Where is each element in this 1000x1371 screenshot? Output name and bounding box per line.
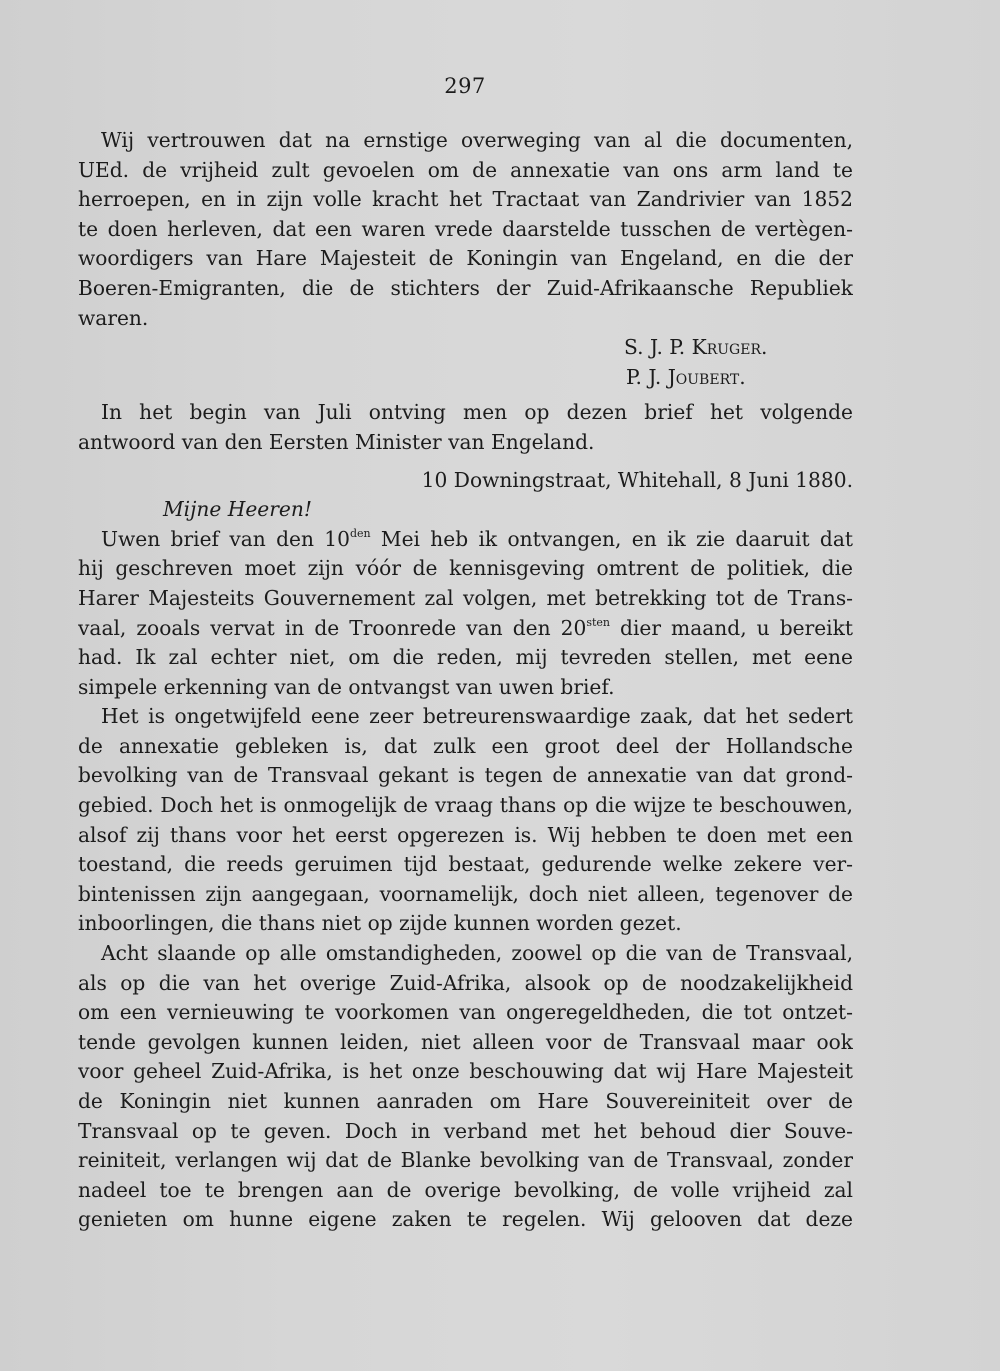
letter-paragraph <box>78 939 853 1235</box>
text-line <box>78 525 853 555</box>
text-line: als op die van het overige Zuid-Afrika, alsook op de noodzakelijkheid <box>78 970 853 995</box>
signature-surname: Joubert. <box>667 364 746 389</box>
text-line: de Koningin niet kunnen aanraden om Hare Souvereiniteit over de <box>78 1089 853 1113</box>
text-segment: dier maand, u bereikt <box>609 615 853 640</box>
text-line: bintenissen zijn aangegaan, voornamelijk, doch niet alleen, tegenover de <box>78 881 853 906</box>
text-line: In het begin van Juli ontving men op dezen brief het volgende <box>101 400 853 425</box>
text-segment: Uwen brief van den 10 <box>101 526 350 551</box>
text-line: inboorlingen, die thans niet op zijde kunnen worden gezet. <box>78 911 682 936</box>
signature-joubert <box>78 363 853 393</box>
text-line: simpele erkenning van de ontvangst van uwen brief. <box>78 674 615 699</box>
text-line: alsof zij thans voor het eerst opgerezen is. Wij hebben te doen met een <box>78 822 853 847</box>
superscript: den <box>349 526 371 540</box>
text-line: Transvaal op te geven. Doch in verband met het behoud dier Souve- <box>78 1118 853 1143</box>
text-line: te doen herleven, dat een waren vrede daarstelde tusschen de vertègen- <box>78 216 853 241</box>
letter-dateline: 10 Downingstraat, Whitehall, 8 Juni 1880. <box>421 467 853 492</box>
text-line: herroepen, en in zijn volle kracht het Tractaat van Zandrivier van 1852 <box>78 187 853 212</box>
text-line: nadeel toe te brengen aan de overige bevolking, de volle vrijheid zal <box>78 1177 853 1202</box>
letter <box>78 466 853 1235</box>
text-line <box>78 614 853 644</box>
text-line: woordigers van Hare Majesteit de Koningin van Engeland, en die der <box>78 246 853 271</box>
text-line: UEd. de vrijheid zult gevoelen om de annexatie van ons arm land te <box>78 157 853 182</box>
text-line: Boeren-Emigranten, die de stichters der Zuid-Afrikaansche Republiek <box>78 275 853 300</box>
letter-salutation: Mijne Heeren! <box>163 497 312 522</box>
signature-initials: P. J. <box>626 364 662 389</box>
text-line: hij geschreven moet zijn vóór de kennisgeving omtrent de politiek, die <box>78 556 853 581</box>
text-line: gebied. Doch het is onmogelijk de vraag thans op die wijze te beschouwen, <box>78 793 853 818</box>
letter-paragraph <box>78 525 853 703</box>
text-line: Harer Majesteits Gouvernement zal volgen, met betrekking tot de Trans- <box>78 585 853 610</box>
text-segment: Mei heb ik ontvangen, en ik zie daaruit dat <box>370 526 853 551</box>
paragraph-appeal <box>78 126 853 333</box>
letter-paragraph <box>78 702 853 939</box>
text-line: tende gevolgen kunnen leiden, niet alleen voor de Transvaal maar ook <box>78 1029 853 1054</box>
text-line: toestand, die reeds geruimen tijd bestaat, gedurende welke zekere ver- <box>78 852 853 877</box>
text-line: genieten om hunne eigene zaken te regelen. Wij gelooven dat deze <box>78 1207 853 1232</box>
text-line: voor geheel Zuid-Afrika, is het onze beschouwing dat wij Hare Majesteit <box>78 1059 853 1084</box>
signature-surname: Kruger. <box>691 335 768 360</box>
text-line: de annexatie gebleken is, dat zulk een groot deel der Hollandsche <box>78 733 853 758</box>
text-line: om een vernieuwing te voorkomen van ongeregeldheden, die tot ontzet- <box>78 1000 853 1025</box>
text-line: antwoord van den Eersten Minister van Engeland. <box>78 429 595 454</box>
text-line: waren. <box>78 305 149 330</box>
page-number: 297 <box>444 74 486 98</box>
text-line: had. Ik zal echter niet, om die reden, mij tevreden stellen, met eene <box>78 645 853 670</box>
superscript: sten <box>586 615 610 629</box>
signature-initials: S. J. P. <box>624 335 686 360</box>
text-line: Wij vertrouwen dat na ernstige overweging van al die documenten, <box>101 128 853 152</box>
signature-kruger <box>78 333 853 363</box>
text-line: Het is ongetwijfeld eene zeer betreurenswaardige zaak, dat het sedert <box>101 704 853 729</box>
text-segment: vaal, zooals vervat in de Troonrede van den 20 <box>78 615 587 640</box>
page-body <box>78 126 853 1235</box>
text-line: reiniteit, verlangen wij dat de Blanke bevolking van de Transvaal, zonder <box>78 1148 853 1173</box>
text-line: Acht slaande op alle omstandigheden, zoowel op die van de Transvaal, <box>101 941 853 966</box>
paragraph-narrative <box>78 398 853 457</box>
text-line: bevolking van de Transvaal gekant is tegen de annexatie van dat grond- <box>78 763 853 788</box>
